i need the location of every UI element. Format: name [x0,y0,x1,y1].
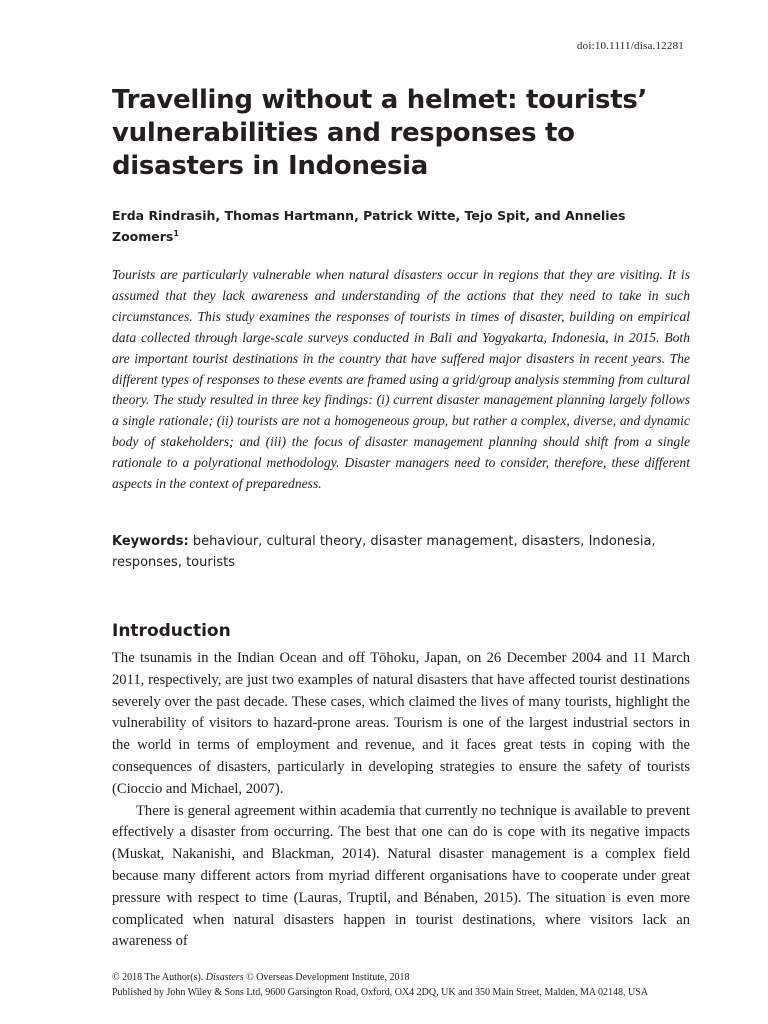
keywords-list: behaviour, cultural theory, disaster management, disasters, Indonesia, responses, tourists [112,534,656,570]
keywords [112,531,692,573]
abstract: Tourists are particularly vulnerable when natural disasters occur in regions that they are visiting. It is assumed that they lack awareness and understanding of the actions that they need to take in such circumstances. This study examines the responses of tourists in times of disaster, building on empirical data collected through large-scale surveys conducted in Bali and Yogyakarta, Indonesia, in 2015. Both are important tourist destinations in the country that have suffered major disasters in recent years. The different types of responses to these events are framed using a grid/group analysis stemming from cultural theory. The study resulted in three key findings: (i) current disaster management planning largely follows a single rationale; (ii) tourists are not a homogeneous group, but rather a complex, diverse, and dynamic body of stakeholders; and (iii) the focus of disaster management planning should shift from a single rationale to a polyrational methodology. Disaster managers need to consider, therefore, these different aspects in the context of preparedness. [112,267,690,492]
author-names: Erda Rindrasih, Thomas Hartmann, Patrick Witte, Tejo Spit, and Annelies Zoomers [112,208,626,244]
author-list [112,205,672,247]
copyright-line [112,970,692,985]
copyright-suffix: © Overseas Development Institute, 2018 [246,972,410,983]
copyright-prefix: © 2018 The Author(s). [112,972,204,983]
journal-name: Disasters [205,972,244,983]
page-footer [112,970,692,1000]
keywords-label: Keywords: [112,534,189,549]
publisher-line: Published by John Wiley & Sons Ltd, 9600 Garsington Road, Oxford, OX4 2DQ, UK and 350 Main Street, Malden, MA 02148, USA [112,987,649,998]
introduction-body [112,648,690,953]
doi-label: doi:10.1111/disa.12281 [576,40,684,52]
article-title: Travelling without a helmet: tourists’ vulnerabilities and responses to disasters in Indonesia [112,85,648,181]
body-paragraph-1: The tsunamis in the Indian Ocean and off Tōhoku, Japan, on 26 December 2004 and 11 March 2011, respectively, are just two examples of natural disasters that have affected tourist destinations severely over the past decade. These cases, which claimed the lives of many tourists, highlight the vulnerability of visitors to hazard-prone areas. Tourism is one of the largest industrial sectors in the world in terms of employment and revenue, and it faces great tests in coping with the consequences of disasters, particularly in developing strategies to ensure the safety of tourists (Cioccio and Michael, 2007). [112,650,690,797]
introduction-heading: Introduction [112,621,231,641]
author-footnote-mark: 1 [173,228,179,238]
body-paragraph-2: There is general agreement within academia that currently no technique is available to prevent effectively a disaster from occurring. The best that one can do is cope with its negative impacts (Muskat, Nakanishi, and Blackman, 2014). Natural disaster management is a complex field because many different actors from myriad different organisations have to cooperate under great pressure with respect to time (Lauras, Truptil, and Bénaben, 2015). The situation is even more complicated when natural disasters happen in tourist destinations, where visitors lack an awareness of [112,802,690,950]
